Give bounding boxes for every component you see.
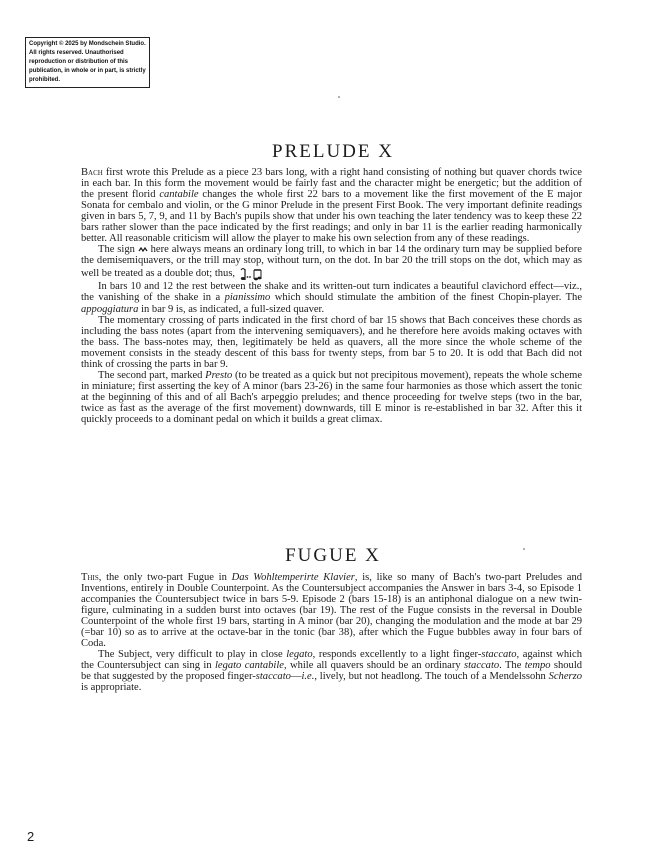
prelude-paragraph-1: Bach first wrote this Prelude as a piece 23 bars long, with a right hand consisting of nothing but quaver chords twice in each bar. In this form the movement would be fairly fast and the character might be energetic; but the addition of the present florid cantabile changes the whole first 22 bars to a movement like the first movement of the E major Sonata for cembalo and violin, or the G minor Prelude in the present First Book. The very important definite readings given in bars 5, 7, 9, and 11 by Bach's pupils show that under his own teaching the later tendency was to keep these 22 bars rather slower than the pace indicated by the first readings; and only in bar 11 is the earlier reading harmonically better. All reasonable criticism will allow the player to make his own selection from any of these readings. bbox=[81, 167, 582, 245]
prelude-paragraph-3: In bars 10 and 12 the rest between the shake and its written-out turn indicates a beautiful clavichord effect—viz., the vanishing of the shake in a pianissimo which should stimulate the ambition of the finest Chopin-player. The appoggiatura in bar 9 is, as indicated, a full-sized quaver. bbox=[81, 281, 582, 315]
copyright-notice: Copyright © 2025 by Mondschein Studio. All rights reserved. Unauthorised reproduction or distribution of this publication, in whole or in part, is strictly prohibited. bbox=[25, 37, 150, 88]
paper-speck bbox=[338, 96, 340, 98]
fugue-paragraph-1: This, the only two-part Fugue in Das Wohltemperirte Klavier, is, like so many of Bach's two-part Preludes and Inventions, entirely in Double Counterpoint. As the Countersubject accompanies the Answer in bars 3-4, so Episode 1 accompanies the Countersubject twice in bars 5-9. Episode 2 (bars 15-18) is an antiphonal dialogue on a new twin-figure, culminating in a sudden burst into octaves (bar 19). The rest of the Fugue consists in the reversal in Double Counterpoint of the whole first 19 bars, starting in A minor (bar 20), changing the modulation and the mode at bar 29 (=bar 10) so as to arrive at the octave-bar in the tonic (bar 38), after which the Fugue bubbles away in four bars of Coda. bbox=[81, 572, 582, 650]
trill-sign-icon bbox=[138, 246, 148, 253]
prelude-paragraph-5: The second part, marked Presto (to be treated as a quick but not precipitous movement), repeats the whole scheme in miniature; first asserting the key of A minor (bars 23-26) in the same four harmonies as those which assert the tonic at the beginning of this and of all Bach's arpeggio preludes; and thence proceeding for twelve steps (two in the bar, twice as fast as the average of the first movement) downwards, till E minor is re-established in bar 32. After this it quickly proceeds to a dominant pedal on which it builds a great climax. bbox=[81, 369, 583, 425]
prelude-paragraph-2: The sign here always means an ordinary long trill, to which in bar 14 the ordinary turn may be supplied before the demisemiquavers, or the trill may stop, without turn, on the dot. In bar 20 the trill stops on the dot, which may as well be treated as a double dot; thus, bbox=[81, 244, 582, 281]
prelude-text bbox=[81, 167, 582, 425]
prelude-paragraph-4: The momentary crossing of parts indicated in the first chord of bar 15 shows that Bach conceives these chords as including the bass notes (apart from the intervening semiquavers), and he therefore here avoids making octaves with the bass. The bass-notes may, then, legitimately be held as quavers, all the more since the whole scheme of the movement consists in the steady descent of this bass for twenty steps, from bar 5 to 20. It is odd that Bach did not think of crossing the parts in bar 9. bbox=[81, 314, 582, 370]
fugue-text bbox=[81, 572, 582, 694]
prelude-title: PRELUDE X bbox=[272, 141, 394, 162]
double-dot-notation-icon bbox=[239, 266, 263, 281]
page-number: 2 bbox=[27, 829, 35, 844]
fugue-title: FUGUE X bbox=[285, 545, 381, 566]
fugue-paragraph-2: The Subject, very difficult to play in close legato, responds excellently to a light finger-staccato, against which the Countersubject can sing in legato cantabile, while all quavers should be an ordinary staccato. The tempo should be that suggested by the proposed finger-staccato—i.e., lively, but not headlong. The touch of a Mendelssohn Scherzo is appropriate. bbox=[81, 649, 583, 694]
